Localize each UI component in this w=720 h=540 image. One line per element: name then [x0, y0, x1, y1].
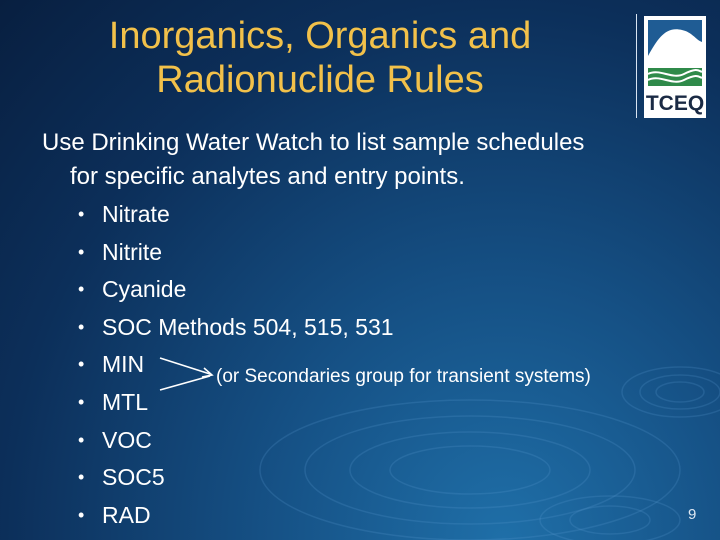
bullet-icon: •: [78, 391, 85, 412]
list-item: • MIN: [78, 346, 394, 384]
page-number: 9: [688, 506, 697, 523]
list-item: • MTL: [78, 384, 394, 422]
list-item: • Nitrate: [78, 196, 394, 234]
list-item: • SOC Methods 504, 515, 531: [78, 309, 394, 347]
tceq-logo-icon: [644, 16, 706, 118]
logo-divider: [636, 14, 637, 118]
intro-line-2: for specific analytes and entry points.: [70, 163, 465, 190]
bullet-icon: •: [78, 354, 85, 375]
bullet-icon: •: [78, 467, 85, 488]
intro-line-1: Use Drinking Water Watch to list sample schedules: [42, 129, 585, 156]
list-item: • Nitrite: [78, 234, 394, 272]
list-item: • VOC: [78, 422, 394, 460]
list-item: • RAD: [78, 497, 394, 535]
list-item: • Cyanide: [78, 271, 394, 309]
secondaries-note: (or Secondaries group for transient systems): [216, 366, 591, 387]
bullet-icon: •: [78, 241, 85, 262]
slide-title: Inorganics, Organics and Radionuclide Rules: [108, 15, 532, 101]
svg-text:TCEQ: TCEQ: [645, 92, 705, 115]
intro-text: [42, 126, 702, 194]
bullet-icon: •: [78, 279, 85, 300]
bullet-icon: •: [78, 204, 85, 224]
list-item: • SOC5: [78, 459, 394, 497]
bullet-icon: •: [78, 504, 85, 525]
bullet-icon: •: [78, 429, 85, 450]
bullet-icon: •: [78, 316, 85, 337]
